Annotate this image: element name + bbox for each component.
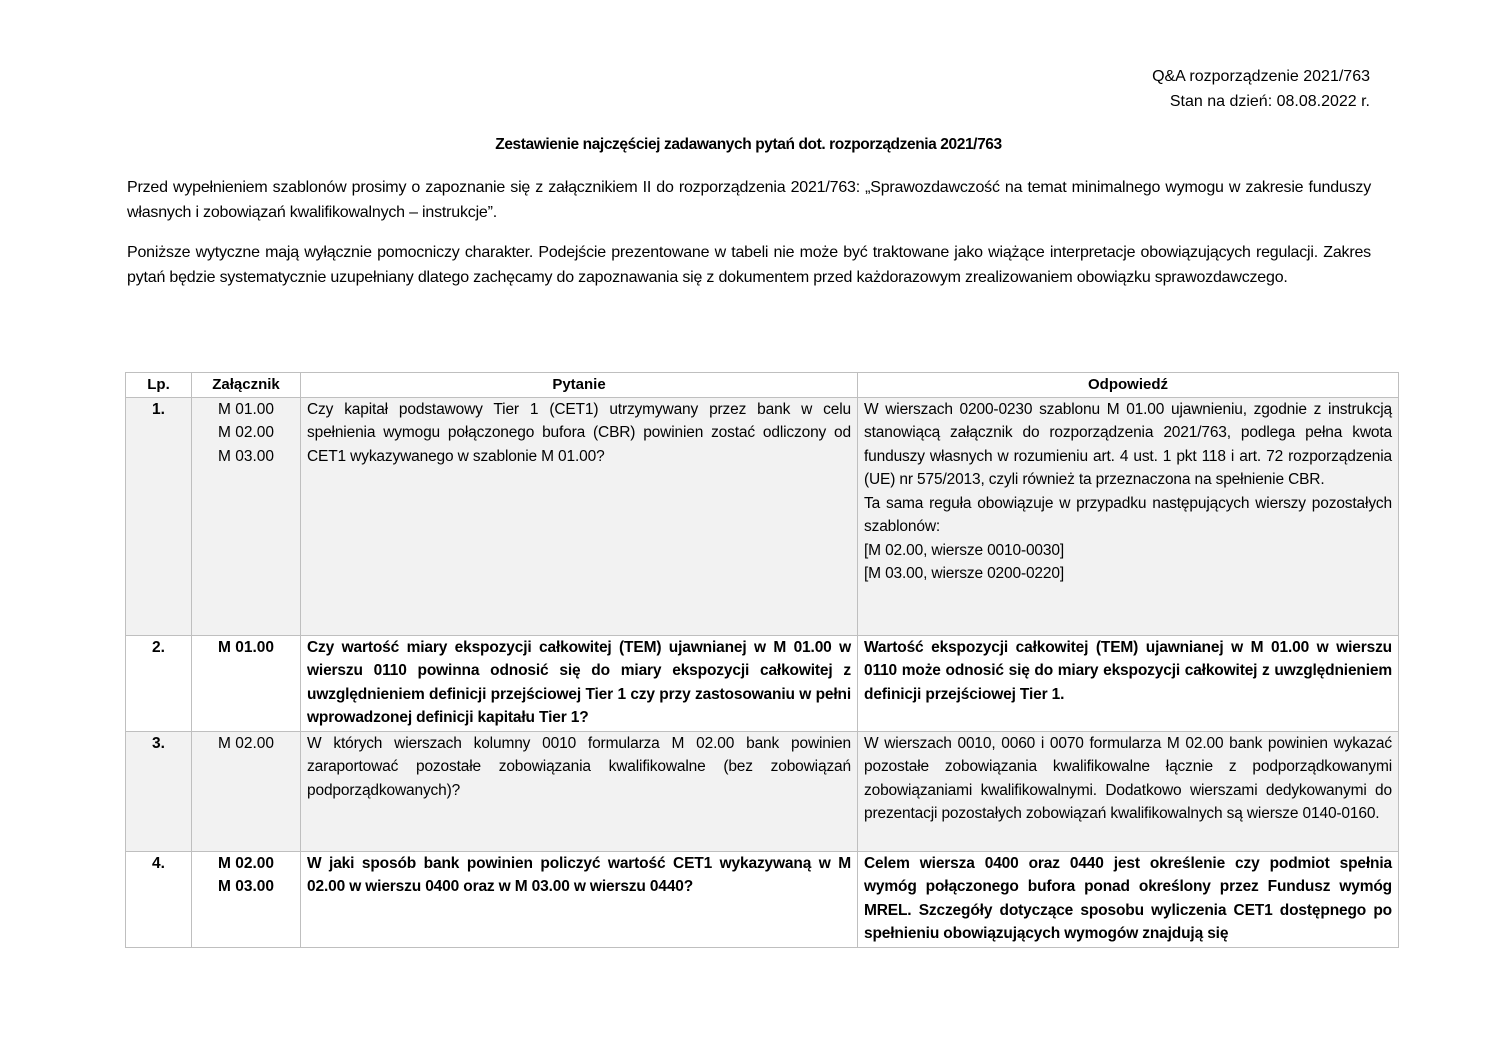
cell-zalacznik: [192, 851, 301, 947]
cell-odpowiedz: [858, 851, 1399, 947]
intro-paragraph-2: Poniższe wytyczne mają wyłącznie pomocniczy charakter. Podejście prezentowane w tabeli nie może być traktowane jako wiążące interpretacje obowiązujących regulacji. Zakres pytań będzie systematycznie uzupełniany dlatego zachęcamy do zapoznawania się z dokumentem przed każdorazowym zrealizowaniem obowiązku sprawozdawczego.: [127, 244, 1371, 286]
cell-pytanie: Czy kapitał podstawowy Tier 1 (CET1) utrzymywany przez bank w celu spełnienia wymogu połączonego bufora (CBR) powinien zostać odliczony od CET1 wykazywanego w szablonie M 01.00?: [301, 397, 858, 635]
table-row: [126, 851, 1399, 947]
cell-odpowiedz: [858, 731, 1399, 851]
table-row: [126, 397, 1399, 635]
annex-code: M 01.00: [217, 638, 274, 656]
annex-code: M 02.00: [217, 854, 274, 872]
intro-paragraph-1: Przed wypełnieniem szablonów prosimy o zapoznanie się z załącznikiem II do rozporządzenia 2021/763: „Sprawozdawczość na temat minimalnego wymogu w zakresie funduszy własnych i zobowiązań kwalifikowalnych – instrukcje”.: [127, 179, 1371, 221]
annex-code: M 02.00: [217, 734, 274, 752]
answer-paragraph: [M 03.00, wiersze 0200-0220]: [864, 565, 1065, 582]
cell-zalacznik: [192, 397, 301, 635]
cell-pytanie: Czy wartość miary ekspozycji całkowitej (TEM) ujawnianej w M 01.00 w wierszu 0110 powinna odnosić się do miary ekspozycji całkowitej z uwzględnieniem definicji przejściowej Tier 1 czy przy zastosowaniu w pełni wprowadzonej definicji kapitału Tier 1?: [301, 635, 858, 731]
annex-code: M 02.00: [217, 424, 274, 441]
cell-lp: 1.: [126, 397, 192, 635]
cell-pytanie: W których wierszach kolumny 0010 formularza M 02.00 bank powinien zaraportować pozostałe zobowiązania kwalifikowalne (bez zobowiązań podporządkowanych)?: [301, 731, 858, 851]
answer-paragraph: [M 02.00, wiersze 0010-0030]: [864, 541, 1065, 559]
qa-table: [125, 372, 1399, 948]
column-header-lp: Lp.: [126, 373, 192, 398]
answer-paragraph: Ta sama reguła obowiązuje w przypadku następujących wierszy pozostałych szablonów:: [864, 494, 1392, 535]
cell-odpowiedz: [858, 635, 1399, 731]
table-row: [126, 635, 1399, 731]
column-header-pytanie: Pytanie: [301, 373, 858, 398]
annex-code: M 03.00: [217, 878, 274, 895]
document-header: [1152, 64, 1370, 114]
header-date: Stan na dzień: 08.08.2022 r.: [1169, 93, 1370, 110]
cell-odpowiedz: [858, 397, 1399, 635]
table-row: [126, 731, 1399, 851]
column-header-odpowiedz: Odpowiedź: [858, 373, 1399, 398]
annex-code: M 03.00: [217, 447, 274, 465]
cell-zalacznik: [192, 635, 301, 731]
document-title: Zestawienie najczęściej zadawanych pytań dot. rozporządzenia 2021/763: [495, 136, 1002, 153]
answer-paragraph: W wierszach 0010, 0060 i 0070 formularza M 02.00 bank powinien wykazać pozostałe zobowiązania kwalifikowalne łącznie z podporządkowanymi zobowiązaniami kwalifikowalnymi. Dodatkowo wierszami dedykowanymi do prezentacji pozostałych zobowiązań kwalifikowalnych są wiersze 0140-0160.: [864, 734, 1392, 822]
cell-lp: 3.: [126, 731, 192, 851]
column-header-zalacznik: Załącznik: [192, 373, 301, 398]
annex-code: M 01.00: [217, 400, 274, 418]
cell-lp: 4.: [126, 851, 192, 947]
cell-zalacznik: [192, 731, 301, 851]
answer-paragraph: Celem wiersza 0400 oraz 0440 jest określenie czy podmiot spełnia wymóg połączonego bufora ponad określony przez Fundusz wymóg MREL. Szczegóły dotyczące sposobu wyliczenia CET1 dostępnego po spełnieniu obowiązujących wymogów znajdują się: [864, 854, 1392, 942]
cell-lp: 2.: [126, 635, 192, 731]
answer-paragraph: Wartość ekspozycji całkowitej (TEM) ujawnianej w M 01.00 w wierszu 0110 może odnosić się do miary ekspozycji całkowitej z uwzględnieniem definicji przejściowej Tier 1.: [864, 638, 1392, 703]
cell-pytanie: W jaki sposób bank powinien policzyć wartość CET1 wykazywaną w M 02.00 w wierszu 0400 oraz w M 03.00 w wierszu 0440?: [301, 851, 858, 947]
table-header-row: [126, 373, 1399, 398]
header-regulation: Q&A rozporządzenie 2021/763: [1152, 68, 1370, 85]
answer-paragraph: W wierszach 0200-0230 szablonu M 01.00 ujawnieniu, zgodnie z instrukcją stanowiącą załącznik do rozporządzenia 2021/763, podlega pełna kwota funduszy własnych w rozumieniu art. 4 ust. 1 pkt 118 i art. 72 rozporządzenia (UE) nr 575/2013, czyli również ta przeznaczona na spełnienie CBR.: [864, 400, 1392, 488]
